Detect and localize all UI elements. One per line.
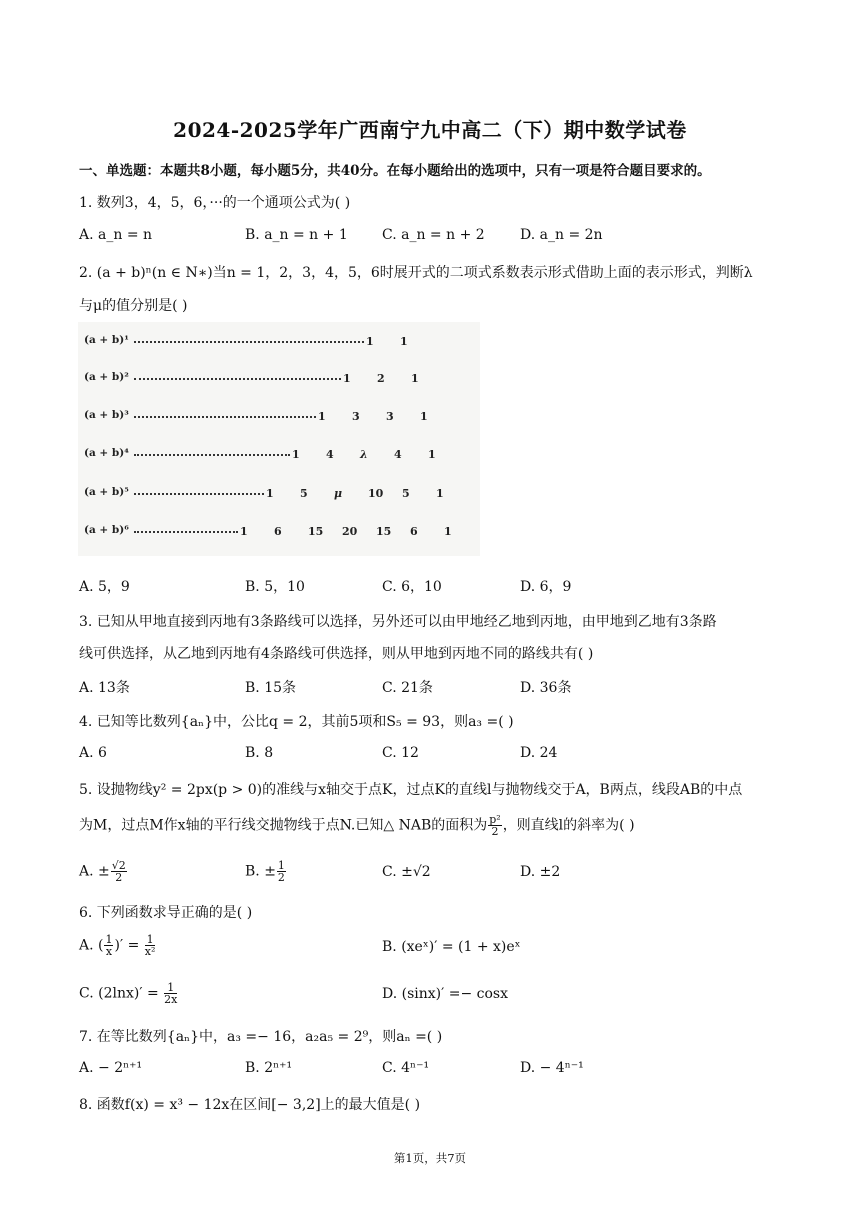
figure-row-label: (a + b)² <box>84 371 129 383</box>
figure-coefficient: 3 <box>352 410 360 423</box>
figure-row-4 <box>84 445 480 465</box>
q5-option-b-fraction <box>277 860 286 883</box>
figure-coefficient: 5 <box>402 487 410 500</box>
q6-a-pre: A. ( <box>79 937 104 954</box>
figure-dotted-leader <box>134 378 341 380</box>
figure-coefficient: 15 <box>308 525 324 538</box>
q4-option-b: B. 8 <box>245 745 274 761</box>
figure-dotted-leader <box>134 454 290 456</box>
q5-option-a-label: A. ± <box>79 863 110 880</box>
q6-option-a <box>79 934 156 957</box>
binomial-coefficient-figure <box>78 322 480 556</box>
section-header: 一、单选题：本题共8小题，每小题5分，共40分。在每小题给出的选项中，只有一项是符合题目要求的。 <box>79 163 711 179</box>
q5-option-a <box>79 860 128 883</box>
figure-coefficient: 10 <box>368 487 384 500</box>
q5-frac-den: 2 <box>491 825 499 838</box>
figure-coefficient: 1 <box>366 335 374 348</box>
figure-dotted-leader <box>134 416 316 418</box>
q6-a-fraction <box>145 934 156 957</box>
figure-row-2 <box>84 369 480 389</box>
q3-option-d: D. 36条 <box>520 680 572 696</box>
q2-option-a: A. 5，9 <box>79 579 130 595</box>
q6-a-num: 1 <box>146 933 154 946</box>
q2-stem-line2: 与μ的值分别是( ) <box>79 298 188 314</box>
q7-option-c: C. 4ⁿ⁻¹ <box>382 1060 430 1076</box>
q6-a-den: x² <box>144 945 156 958</box>
q6-a-inner-fraction <box>104 934 113 957</box>
q5-b-num: 1 <box>277 859 285 872</box>
q7-stem: 7. 在等比数列{aₙ}中，a₃ =− 16，a₂a₅ = 2⁹，则aₙ =( ) <box>79 1029 443 1045</box>
figure-coefficient: 1 <box>436 487 444 500</box>
q6-stem: 6. 下列函数求导正确的是( ) <box>79 905 253 921</box>
q5-option-c: C. ±√2 <box>382 864 431 880</box>
q5-stem-line2 <box>79 814 635 837</box>
figure-dotted-leader <box>134 493 264 495</box>
q1-option-a: A. a_n = n <box>79 227 153 243</box>
figure-coefficient: 6 <box>274 525 282 538</box>
figure-coefficient: 15 <box>376 525 392 538</box>
figure-row-label: (a + b)⁵ <box>84 486 129 498</box>
q5-frac-num: p² <box>489 813 501 826</box>
figure-coefficient: 1 <box>420 410 428 423</box>
q5-area-fraction <box>488 814 501 837</box>
figure-row-6 <box>84 522 480 542</box>
q6-c-den: 2x <box>164 993 178 1006</box>
q4-option-d: D. 24 <box>520 745 558 761</box>
figure-row-5 <box>84 484 480 504</box>
q6-c-fraction <box>164 982 177 1005</box>
figure-row-label: (a + b)³ <box>84 409 129 421</box>
q2-stem-line1: 2. (a + b)ⁿ(n ∈ N∗)当n = 1，2，3，4，5，6时展开式的二项式系数表示形式借助上面的表示形式，判断λ <box>79 265 753 281</box>
figure-coefficient: μ <box>334 487 343 500</box>
figure-coefficient: 2 <box>377 372 385 385</box>
q6-a-mid: )′ = <box>114 937 144 954</box>
q5-option-a-fraction <box>111 860 127 883</box>
figure-coefficient: 1 <box>343 372 351 385</box>
figure-coefficient: 1 <box>240 525 248 538</box>
q5-b-den: 2 <box>277 871 285 884</box>
figure-coefficient: λ <box>360 448 368 461</box>
q5-option-d: D. ±2 <box>520 864 561 880</box>
page-footer: 第1页，共7页 <box>393 1151 467 1165</box>
figure-coefficient: 1 <box>400 335 408 348</box>
q3-stem-line1: 3. 已知从甲地直接到丙地有3条路线可以选择，另外还可以由甲地经乙地到丙地，由甲地到乙地有3条路 <box>79 614 717 630</box>
figure-coefficient: 1 <box>428 448 436 461</box>
figure-coefficient: 4 <box>394 448 402 461</box>
q2-option-b: B. 5，10 <box>245 579 305 595</box>
q6-c-pre: C. (2lnx)′ = <box>79 985 164 1002</box>
q6-c-num: 1 <box>164 982 177 994</box>
q1-option-c: C. a_n = n + 2 <box>382 227 485 243</box>
q6-a-inner-num: 1 <box>105 933 113 946</box>
q1-stem: 1. 数列3，4，5，6，···的一个通项公式为( ) <box>79 195 351 211</box>
q8-stem: 8. 函数f(x) = x³ − 12x在区间[− 3,2]上的最大值是( ) <box>79 1097 421 1113</box>
q4-stem: 4. 已知等比数列{aₙ}中，公比q = 2，其前5项和S₅ = 93，则a₃ =( ) <box>79 714 514 730</box>
q5-stem-line2-b: ，则直线l的斜率为( ) <box>502 817 635 834</box>
figure-coefficient: 3 <box>386 410 394 423</box>
figure-coefficient: 6 <box>410 525 418 538</box>
exam-title: 2024-2025学年广西南宁九中高二（下）期中数学试卷 <box>173 118 687 142</box>
q6-option-d: D. (sinx)′ =− cosx <box>382 986 509 1002</box>
figure-row-label: (a + b)¹ <box>84 334 129 346</box>
figure-coefficient: 1 <box>318 410 326 423</box>
q3-option-a: A. 13条 <box>79 680 130 696</box>
q6-a-inner-den: x <box>105 945 113 958</box>
figure-row-3 <box>84 407 480 427</box>
figure-coefficient: 4 <box>326 448 334 461</box>
q2-option-d: D. 6，9 <box>520 579 572 595</box>
q5-a-num: √2 <box>111 859 126 872</box>
figure-coefficient: 1 <box>292 448 300 461</box>
q5-stem-line2-a: 为M，过点M作x轴的平行线交抛物线于点N.已知△ NAB的面积为 <box>79 817 488 834</box>
figure-row-1 <box>84 332 480 352</box>
figure-row-label: (a + b)⁶ <box>84 524 129 536</box>
figure-coefficient: 1 <box>411 372 419 385</box>
q5-stem-line1: 5. 设抛物线y² = 2px(p > 0)的准线与x轴交于点K，过点K的直线l与抛物线交于A，B两点，线段AB的中点 <box>79 782 743 798</box>
figure-dotted-leader <box>134 341 364 343</box>
figure-row-label: (a + b)⁴ <box>84 447 129 459</box>
q7-option-d: D. − 4ⁿ⁻¹ <box>520 1060 584 1076</box>
figure-coefficient: 1 <box>444 525 452 538</box>
figure-coefficient: 5 <box>300 487 308 500</box>
q4-option-c: C. 12 <box>382 745 419 761</box>
figure-coefficient: 20 <box>342 525 358 538</box>
q3-option-b: B. 15条 <box>245 680 297 696</box>
q1-option-b: B. a_n = n + 1 <box>245 227 348 243</box>
figure-dotted-leader <box>134 531 238 533</box>
q6-option-b: B. (xeˣ)′ = (1 + x)eˣ <box>382 939 521 955</box>
q7-option-a: A. − 2ⁿ⁺¹ <box>79 1060 143 1076</box>
q3-stem-line2: 线可供选择，从乙地到丙地有4条路线可供选择，则从甲地到丙地不同的路线共有( ) <box>79 646 594 662</box>
figure-coefficient: 1 <box>266 487 274 500</box>
q6-option-c <box>79 982 178 1005</box>
q5-a-den: 2 <box>115 871 123 884</box>
q5-option-b <box>245 860 287 883</box>
q7-option-b: B. 2ⁿ⁺¹ <box>245 1060 293 1076</box>
q4-option-a: A. 6 <box>79 745 107 761</box>
q3-option-c: C. 21条 <box>382 680 433 696</box>
q5-option-b-label: B. ± <box>245 863 276 880</box>
q1-option-d: D. a_n = 2n <box>520 227 603 243</box>
q2-option-c: C. 6，10 <box>382 579 442 595</box>
